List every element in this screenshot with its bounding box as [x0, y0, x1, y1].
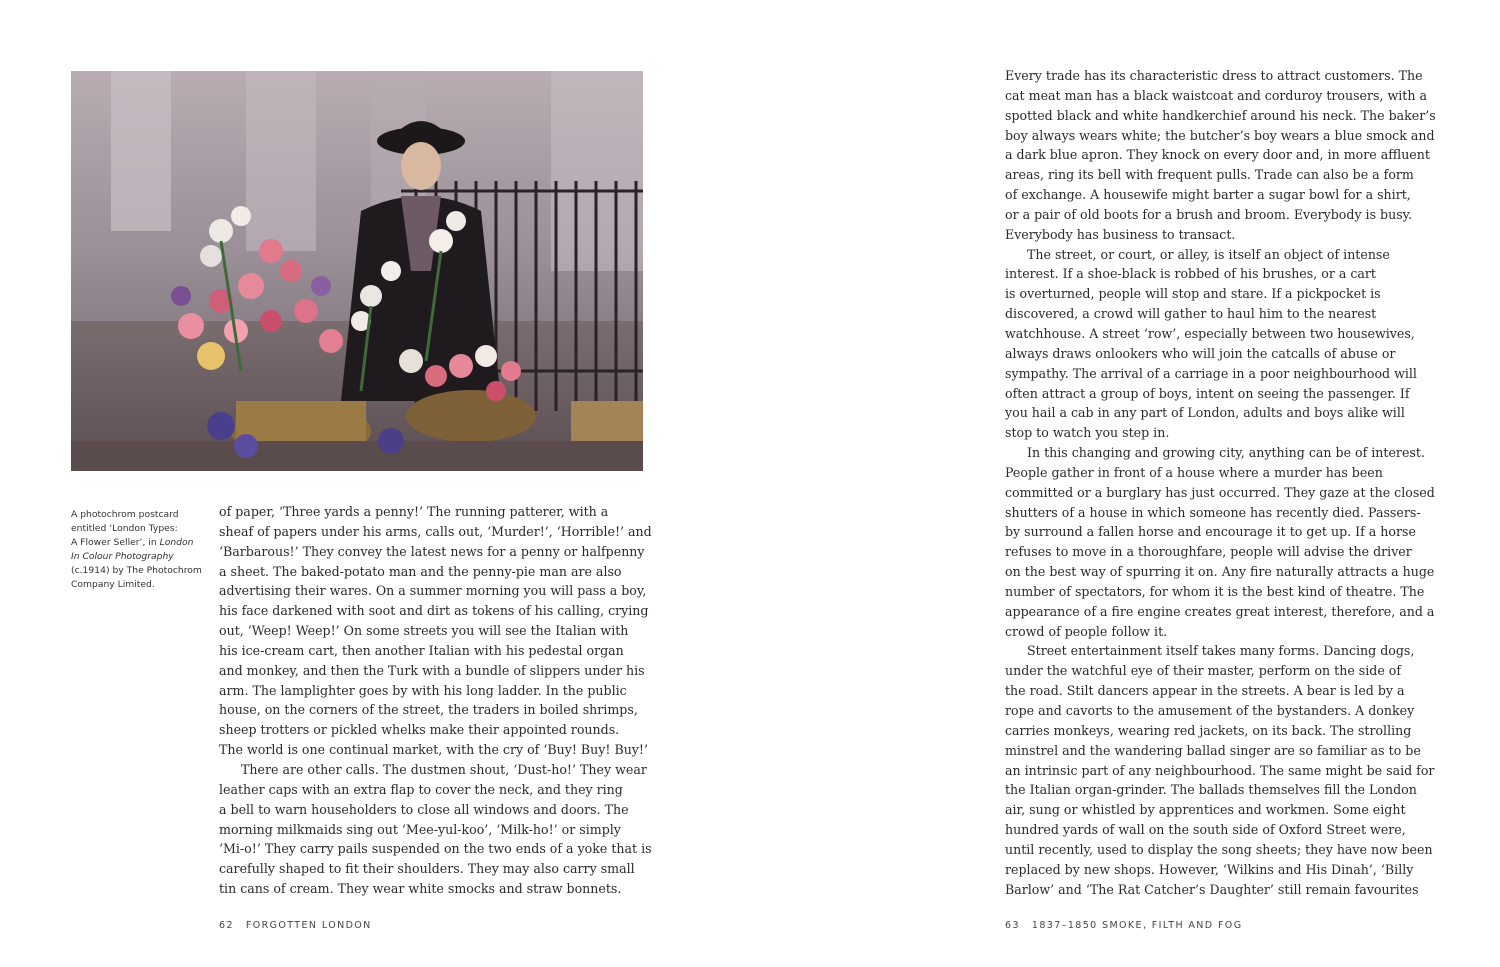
text-line: you hail a cab in any part of London, adults and boys alike will — [1005, 405, 1405, 421]
text-line: tin cans of cream. They wear white smocks and straw bonnets. — [219, 881, 622, 897]
text-line: Street entertainment itself takes many forms. Dancing dogs, — [1027, 643, 1415, 659]
right-page-body-text — [1005, 66, 1436, 899]
text-line: hundred yards of wall on the south side of Oxford Street were, — [1005, 822, 1406, 838]
text-line: a sheet. The baked-potato man and the penny-pie man are also — [219, 563, 622, 579]
page-number: 63 — [1005, 920, 1020, 931]
text-line: replaced by new shops. However, ‘Wilkins and His Dinah’, ‘Billy — [1005, 861, 1414, 877]
text-line: morning milkmaids sing out ‘Mee-yul-koo’, ‘Milk-ho!’ or simply — [219, 821, 621, 837]
page-number: 62 — [219, 920, 234, 931]
text-line: minstrel and the wandering ballad singer are so familiar as to be — [1005, 742, 1421, 758]
text-line: leather caps with an extra flap to cover the neck, and they ring — [219, 781, 623, 797]
flower-seller-photo — [71, 71, 643, 471]
caption-line-start: A Flower Seller’, in — [71, 536, 160, 548]
text-line: In this changing and growing city, anything can be of interest. — [1027, 445, 1425, 461]
text-line: People gather in front of a house where a murder has been — [1005, 464, 1383, 480]
text-line: the road. Stilt dancers appear in the streets. A bear is led by a — [1005, 683, 1405, 699]
text-line: boy always wears white; the butcher’s boy wears a blue smock and — [1005, 127, 1435, 143]
text-line: by surround a fallen horse and encourage it to get up. If a horse — [1005, 524, 1416, 540]
text-line: carries monkeys, wearing red jackets, on its back. The strolling — [1005, 722, 1412, 738]
text-line: his ice-cream cart, then another Italian with his pedestal organ — [219, 642, 624, 658]
text-line: the Italian organ-grinder. The ballads themselves fill the London — [1005, 782, 1417, 798]
text-line: an intrinsic part of any neighbourhood. The same might be said for — [1005, 762, 1435, 778]
flower-seller-photo-illustration — [71, 71, 643, 471]
text-line: cat meat man has a black waistcoat and corduroy trousers, with a — [1005, 87, 1427, 103]
left-page-folio — [219, 920, 384, 931]
text-line: crowd of people follow it. — [1005, 623, 1168, 639]
text-line: interest. If a shoe-black is robbed of his brushes, or a cart — [1005, 266, 1376, 282]
text-line: stop to watch you step in. — [1005, 425, 1170, 441]
photo-caption — [71, 508, 202, 591]
text-line: advertising their wares. On a summer morning you will pass a boy, — [219, 583, 647, 599]
text-line: ‘Barbarous!’ They convey the latest news for a penny or halfpenny — [219, 543, 645, 559]
text-line: The world is one continual market, with the cry of ‘Buy! Buy! Buy!’ — [219, 742, 648, 758]
text-line: always draws onlookers who will join the catcalls of abuse or — [1005, 345, 1396, 361]
text-line: is overturned, people will stop and stare. If a pickpocket is — [1005, 286, 1381, 302]
text-line: Barlow’ and ‘The Rat Catcher’s Daughter’ still remain favourites — [1005, 881, 1419, 897]
caption-italic-title: In Colour Photography — [71, 550, 174, 562]
caption-italic-title: London — [159, 536, 194, 548]
text-line: sympathy. The arrival of a carriage in a poor neighbourhood will — [1005, 365, 1417, 381]
text-line: his face darkened with soot and dirt as tokens of his calling, crying — [219, 603, 649, 619]
text-line: shutters of a house in which someone has recently died. Passers- — [1005, 504, 1421, 520]
text-line: out, ‘Weep! Weep!’ On some streets you will see the Italian with — [219, 623, 629, 639]
caption-line — [71, 550, 199, 564]
text-line: on the best way of spurring it on. Any fire naturally attracts a huge — [1005, 564, 1435, 580]
text-line: of paper, ‘Three yards a penny!’ The running patterer, with a — [219, 504, 609, 519]
caption-line: (c.1914) by The Photochrom — [71, 564, 202, 576]
text-line: a bell to warn householders to close all windows and doors. The — [219, 801, 629, 817]
text-line: number of spectators, for whom it is the best kind of theatre. The — [1005, 583, 1425, 599]
text-line: carefully shaped to fit their shoulders. They may also carry small — [219, 861, 635, 877]
text-line: sheep trotters or pickled whelks make their appointed rounds. — [219, 722, 620, 738]
text-line: discovered, a crowd will gather to haul him to the nearest — [1005, 306, 1377, 322]
text-line: often attract a group of boys, intent on seeing the passenger. If — [1005, 385, 1410, 401]
text-line: and monkey, and then the Turk with a bundle of slippers under his — [219, 662, 645, 678]
running-title: FORGOTTEN LONDON — [245, 920, 372, 931]
left-page-body-text — [219, 502, 652, 899]
caption-line — [71, 536, 199, 550]
text-line: until recently, used to display the song sheets; they have now been — [1005, 841, 1433, 857]
text-line: air, sung or whistled by apprentices and workmen. Some eight — [1005, 802, 1406, 818]
caption-line: A photochrom postcard — [71, 509, 179, 520]
text-line: committed or a burglary has just occurred. They gaze at the closed — [1005, 484, 1435, 500]
text-line: ‘Mi-o!’ They carry pails suspended on the two ends of a yoke that is — [219, 841, 652, 857]
text-line: Every trade has its characteristic dress to attract customers. The — [1005, 68, 1423, 83]
text-line: arm. The lamplighter goes by with his long ladder. In the public — [219, 682, 627, 698]
text-line: of exchange. A housewife might barter a sugar bowl for a shirt, — [1005, 187, 1411, 203]
running-title: 1837–1850 SMOKE, FILTH AND FOG — [1031, 920, 1243, 931]
text-line: or a pair of old boots for a brush and broom. Everybody is busy. — [1005, 206, 1413, 222]
caption-line: Company Limited. — [71, 578, 155, 590]
text-line: sheaf of papers under his arms, calls out, ‘Murder!’, ‘Horrible!’ and — [219, 523, 652, 539]
right-page-folio — [1005, 920, 1254, 931]
text-line: refuses to move in a thoroughfare, people will advise the driver — [1005, 544, 1412, 560]
text-line: areas, ring its bell with frequent pulls. Trade can also be a form — [1005, 167, 1414, 183]
text-line: watchhouse. A street ‘row’, especially between two housewives, — [1005, 325, 1415, 341]
text-line: rope and cavorts to the amusement of the bystanders. A donkey — [1005, 703, 1415, 718]
text-line: The street, or court, or alley, is itself an object of intense — [1027, 246, 1390, 262]
text-line: appearance of a fire engine creates great interest, therefore, and a — [1005, 603, 1435, 619]
caption-line: entitled ‘London Types: — [71, 522, 178, 534]
text-line: under the watchful eye of their master, perform on the side of — [1005, 663, 1402, 679]
text-line: There are other calls. The dustmen shout, ‘Dust-ho!’ They wear — [241, 761, 647, 777]
text-line: Everybody has business to transact. — [1005, 226, 1236, 242]
text-line: spotted black and white handkerchief around his neck. The baker’s — [1005, 107, 1436, 123]
text-line: house, on the corners of the street, the traders in boiled shrimps, — [219, 702, 638, 718]
text-line: a dark blue apron. They knock on every door and, in more affluent — [1005, 147, 1430, 163]
